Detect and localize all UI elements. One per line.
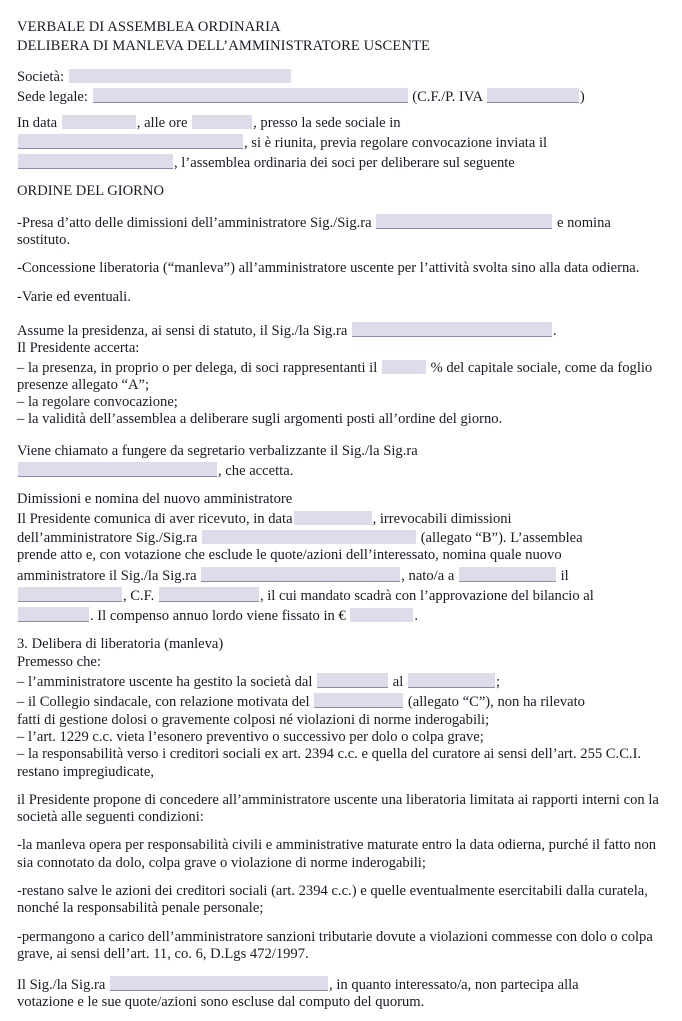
prende-atto-label: prende atto e, con votazione che esclude le quote/azioni dell’interessato, nomina quale nuovo [17,547,562,564]
spacer [17,249,665,260]
data-dimissioni-field[interactable] [294,511,372,525]
fatti-gestione-label: fatti di gestione dolosi o gravemente colposi né violazioni di norme inderogabili; [17,711,490,728]
document-title-line-2: DELIBERA DI MANLEVA DELL’AMMINISTRATORE USCENTE [17,38,431,54]
validita-assemblea-label: – la validità dell’assemblea a deliberare sugli argomenti posti all’ordine del giorno. [17,411,503,428]
nato-a-label: , nato/a a [401,567,455,584]
in-data-field[interactable] [62,115,136,129]
alle-ore-field[interactable] [192,115,252,129]
liberatoria-condition-2: -restano salve le azioni dei creditori sociali (art. 2394 c.c.) e quelle eventualmente esercitabili dalla curatela, nonché la responsabilità penale personale; [17,882,648,917]
societa-row [17,67,665,86]
sede-sociale-field[interactable] [18,134,243,149]
presidente-label: Assume la presidenza, ai sensi di statuto, il Sig./la Sig.ra [17,322,348,339]
spacer [17,918,665,929]
alle-ore-label: , alle ore [136,114,188,131]
gestione-label-a: – l’amministratore uscente ha gestito la società dal [17,674,313,691]
intro-paragraph [17,113,665,173]
cf-piva-close-label: ) [579,89,585,106]
votazione-label: votazione e le sue quote/azioni sono escluse dal computo del quorum. [17,994,425,1011]
interessato-text-b: , in quanto interessato/a, non partecipa alla [329,977,579,994]
spacer [17,480,665,491]
cf-piva-field[interactable] [487,88,579,103]
spacer [17,172,665,183]
che-accetta-label: , che accetta. [218,463,294,480]
codice-fiscale-field[interactable] [159,587,259,602]
compenso-field[interactable] [350,608,413,622]
liberatoria-heading: 3. Delibera di liberatoria (manleva) [17,636,224,653]
spacer [17,56,665,67]
mandato-scadra-label: , il cui mandato scadrà con l’approvazione del bilancio al [259,587,594,604]
compenso-period: . [414,608,419,625]
spacer [17,625,665,636]
presenza-text-b: % del capitale sociale, come da foglio presenze allegato “A”; [17,359,653,393]
cf-label: , C.F. [123,587,155,604]
spacer [17,781,665,792]
interessato-field[interactable] [110,976,328,991]
societa-field[interactable] [69,69,291,83]
document-body [17,18,665,1012]
segretario-label: Viene chiamato a fungere da segretario verbalizzante il Sig./la Sig.ra [17,442,418,459]
amministratore-dimissionario-field[interactable] [376,214,552,229]
agenda-item-3: -Varie ed eventuali. [17,288,131,305]
art-1229-label: – l’art. 1229 c.c. vieta l’esonero preventivo o successivo per dolo o colpa grave; [17,728,484,745]
agenda-item-1 [17,212,665,250]
presidency-block [17,320,665,429]
document-title-line-1: VERBALE DI ASSEMBLEA ORDINARIA [17,19,281,35]
liberatoria-block [17,636,665,780]
presidente-field[interactable] [352,322,552,337]
percentuale-capitale-field[interactable] [382,360,426,374]
cf-piva-open-label: (C.F./P. IVA [412,89,483,106]
resignation-block [17,491,665,625]
compenso-label: . Il compenso annuo lordo viene fissato in € [90,608,346,625]
presidente-period: . [553,322,557,339]
liberatoria-condition-3: -permangono a carico dell’amministratore sanzioni tributarie dovute a violazioni commesse con dolo o colpa grave, ai sensi dell’art. 11, co. 6, D.Lgs 472/1997. [17,928,653,962]
resignation-heading: Dimissioni e nomina del nuovo amministratore [17,491,293,508]
collegio-sindacale-label: – il Collegio sindacale, con relazione motivata del [17,694,310,711]
sede-legale-field[interactable] [93,88,408,103]
in-data-label: In data [17,114,58,131]
presidente-accerta-label: Il Presidente accerta: [17,340,140,357]
interessato-label: Il Sig./la Sig.ra [17,977,106,994]
societa-label: Società: [17,69,65,85]
spacer [17,278,665,289]
spacer [17,306,665,320]
amministratore-uscente-field[interactable] [202,530,416,544]
premesso-che-label: Premesso che: [17,653,101,670]
allegato-c-label: (allegato “C”), non ha rilevato [407,694,585,711]
spacer [17,429,665,443]
spacer [17,963,665,974]
assemblea-ordinaria-label: , l’assemblea ordinaria dei soci per deliberare sul seguente [174,155,515,172]
data-nascita-field[interactable] [18,587,122,602]
amministratore-uscente-label: dell’amministratore Sig./Sig.ra [17,529,198,546]
secretary-block [17,443,665,481]
responsabilita-creditori-label: – la responsabilità verso i creditori sociali ex art. 2394 c.c. e quella del curatore ai sensi dell’art. 255 C.C.I. restano impregiudicate, [17,746,642,780]
liberatoria-condition-1: -la manleva opera per responsabilità civili e amministrative maturate entro la data odierna, purché il fatto non sia connotato da dolo, colpa grave o violazione di norme inderogabili; [17,837,657,871]
presso-sede-label: , presso la sede sociale in [253,114,401,131]
nuovo-amministratore-label: amministratore il Sig./la Sig.ra [17,567,197,584]
agenda-item-2: -Concessione liberatoria (“manleva”) all’amministratore uscente per l’attività svolta sino alla data odierna. [17,260,640,277]
gestione-dal-field[interactable] [317,673,388,688]
bilancio-al-field[interactable] [18,607,89,622]
irrevocabili-label: , irrevocabili dimissioni [372,510,512,527]
spacer [17,826,665,837]
agenda-heading: ORDINE DEL GIORNO [17,183,164,200]
nuovo-amministratore-field[interactable] [201,567,400,582]
segretario-field[interactable] [18,462,217,477]
liberatoria-proposal: il Presidente propone di concedere all’amministratore uscente una liberatoria limitata ai rapporti interni con la società alle seguenti condizioni: [17,791,659,826]
spacer [17,872,665,883]
ricevuto-in-data-label: Il Presidente comunica di aver ricevuto, in data [17,510,293,527]
il-label: il [560,567,569,584]
gestione-semicolon: ; [495,674,501,691]
sede-legale-label: Sede legale: [17,89,88,106]
nato-a-field[interactable] [459,567,556,582]
regolare-convocazione-label: – la regolare convocazione; [17,394,178,411]
spacer [17,201,665,212]
sede-legale-row [17,86,665,106]
closing-block [17,974,665,1012]
presenza-text-a: – la presenza, in proprio o per delega, di soci rappresentanti il [17,359,378,376]
agenda-item-1-text-a: -Presa d’atto delle dimissioni dell’amministratore Sig./Sig.ra [17,214,372,231]
agenda-item-1-text-b: e nomina sostituto. [17,214,611,249]
convocazione-data-field[interactable] [18,154,173,169]
gestione-al-field[interactable] [408,673,495,688]
si-e-riunita-label: , si è riunita, previa regolare convocazione inviata il [244,134,548,151]
relazione-collegio-field[interactable] [314,693,403,708]
allegato-b-label: (allegato “B”). L’assemblea [420,529,583,546]
gestione-label-b: al [392,674,404,691]
